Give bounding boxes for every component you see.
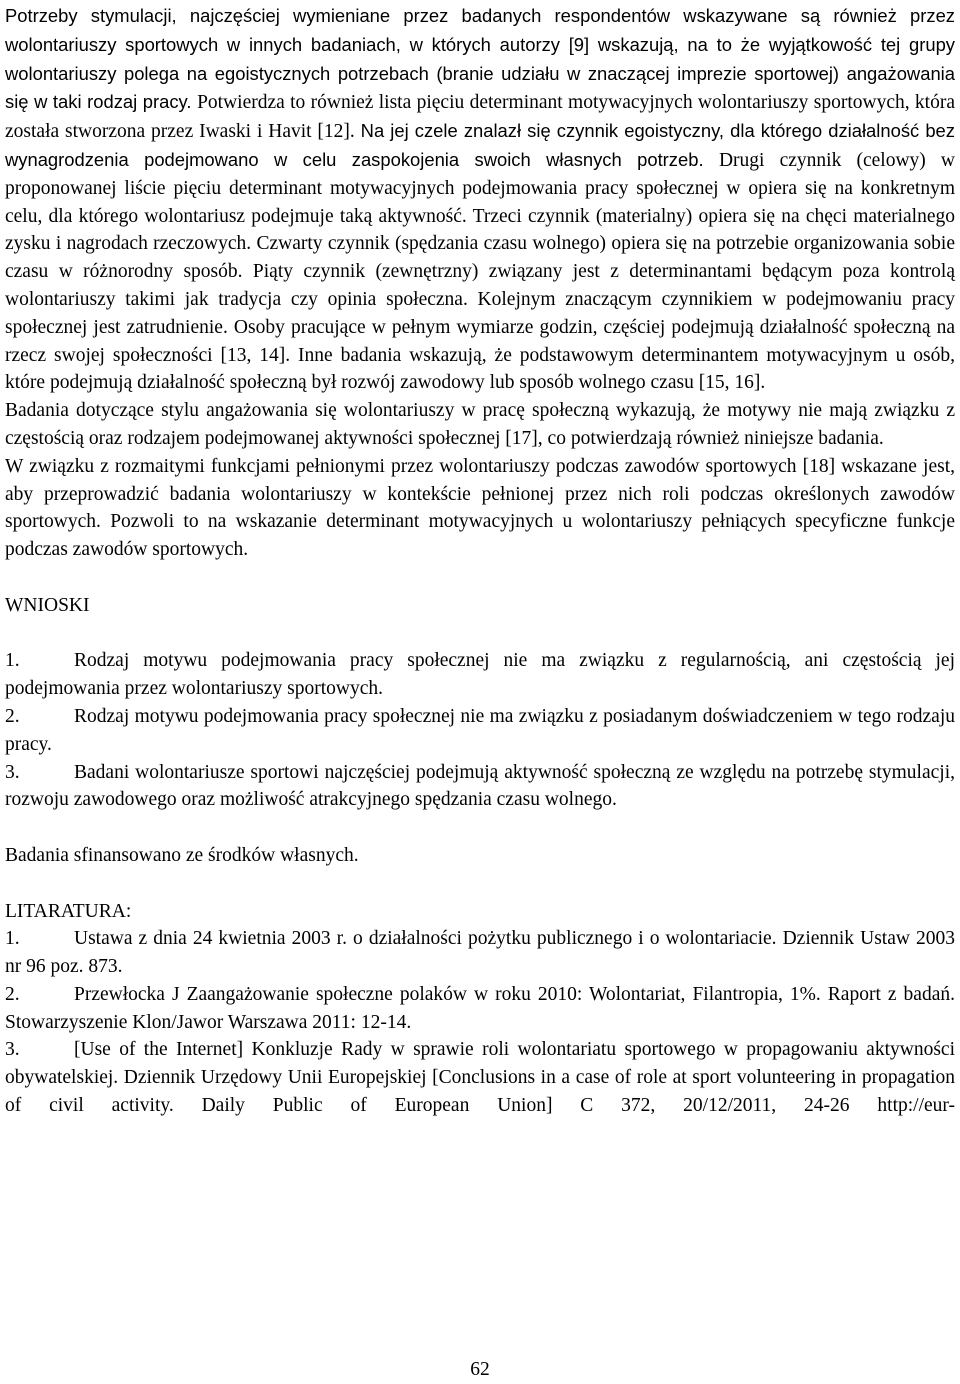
reference-number: 3. (5, 1039, 20, 1061)
spacer (5, 564, 955, 592)
list-item (5, 647, 955, 703)
paragraph-engagement-style: Badania dotyczące stylu angażowania się wolontariuszy w pracę społeczną wykazują, że motywy nie mają związku z częstością oraz rodzajem podejmowanej aktywności społecznej [17], co potwierdzają również niniejsze badania. (5, 400, 955, 449)
conclusions-list (5, 647, 955, 814)
references-list (5, 925, 955, 1120)
paragraph-motivations (5, 2, 955, 397)
page-number: 62 (470, 1359, 490, 1380)
reference-number: 2. (5, 983, 20, 1005)
spacer (5, 620, 955, 648)
reference-item (5, 1036, 955, 1119)
funding-statement: Badania sfinansowano ze środków własnych. (5, 844, 359, 866)
list-item-text: Rodzaj motywu podejmowania pracy społecznej nie ma związku z posiadanym doświadczeniem w tego rodzaju pracy. (5, 705, 955, 755)
list-item-number: 2. (5, 705, 20, 727)
spacer (5, 814, 955, 842)
reference-number: 1. (5, 928, 20, 950)
reference-text: [Use of the Internet] Konkluzje Rady w sprawie roli wolontariatu sportowego w propagowaniu aktywności obywatelskiej. Dziennik Urzędowy Unii Europejskiej [Conclusions in a case of role at sport volunteering in propagation of civil activity. Daily Public of European Union] C 372, 20/12/2011, 24-26 http://eur- (5, 1039, 955, 1117)
references-heading: LITARATURA: (5, 900, 132, 922)
text-segment: Na jej czele znalazł się czynnik egoistyczny, dla którego działalność bez wynagrodzenia podejmowano w celu zaspokojenia swoich własnych potrzeb. (5, 120, 955, 170)
spacer (5, 870, 955, 898)
list-item-number: 3. (5, 761, 20, 783)
list-item (5, 703, 955, 759)
text-segment: Potwierdza to również lista pięciu determinant motywacyjnych wolontariuszy sportowych, która została stworzona przez Iwaski i Havit [12]. (5, 92, 955, 143)
text-segment: Potrzeby stymulacji, najczęściej wymieniane przez badanych respondentów wskazywane są również przez wolontariuszy sportowych w innych badaniach, w których autorzy [9] wskazują, na to że wyjątkowość tej grupy wolontariuszy polega na egoistycznych potrzebach (branie udziału w znaczącej imprezie sportowej) angażowania się w taki rodzaj pracy. (5, 5, 955, 113)
reference-text: Przewłocka J Zaangażowanie społeczne polaków w roku 2010: Wolontariat, Filantropia, 1%. Raport z badań. Stowarzyszenie Klon/Jawor Warszawa 2011: 12-14. (5, 983, 955, 1033)
list-item-number: 1. (5, 650, 20, 672)
paragraph-roles: W związku z rozmaitymi funkcjami pełnionymi przez wolontariuszy podczas zawodów sportowych [18] wskazane jest, aby przeprowadzić badania wolontariuszy w kontekście pełnionej przez nich roli podczas określonych zawodów sportowych. Pozwoli to na wskazanie determinant motywacyjnych u wolontariuszy pełniących specyficzne funkcje podczas zawodów sportowych. (5, 455, 955, 561)
list-item-text: Rodzaj motywu podejmowania pracy społecznej nie ma związku z regularnością, ani częstością jej podejmowania przez wolontariuszy sportowych. (5, 650, 955, 700)
reference-text: Ustawa z dnia 24 kwietnia 2003 r. o działalności pożytku publicznego i o wolontariacie. Dziennik Ustaw 2003 nr 96 poz. 873. (5, 928, 955, 978)
list-item (5, 759, 955, 815)
reference-item (5, 981, 955, 1037)
conclusions-heading: WNIOSKI (5, 594, 90, 616)
reference-item (5, 925, 955, 981)
list-item-text: Badani wolontariusze sportowi najczęściej podejmują aktywność społeczną ze względu na potrzebę stymulacji, rozwoju zawodowego oraz możliwość atrakcyjnego spędzania czasu wolnego. (5, 761, 955, 811)
text-segment: Drugi czynnik (celowy) w proponowanej liście pięciu determinant motywacyjnych podejmowania pracy społecznej w opiera się na konkretnym celu, dla którego wolontariusz podejmuje taką aktywność. Trzeci czynnik (materialny) opiera się na chęci materialnego zysku i nagrodach rzeczowych. Czwarty czynnik (spędzania czasu wolnego) opiera się na potrzebie organizowania sobie czasu w różnorodny sposób. Piąty czynnik (zewnętrzny) związany jest z determinantami będącym poza kontrolą wolontariuszy takimi jak tradycja czy opinia społeczna. Kolejnym znaczącym czynnikiem w podejmowaniu pracy społecznej jest zatrudnienie. Osoby pracujące w pełnym wymiarze godzin, częściej podejmują działalność społeczną na rzecz swojej społeczności [13, 14]. Inne badania wskazują, że podstawowym determinantem motywacyjnym u osób, które podejmują działalność społeczną był rozwój zawodowy lub sposób wolnego czasu [15, 16]. (5, 149, 955, 394)
